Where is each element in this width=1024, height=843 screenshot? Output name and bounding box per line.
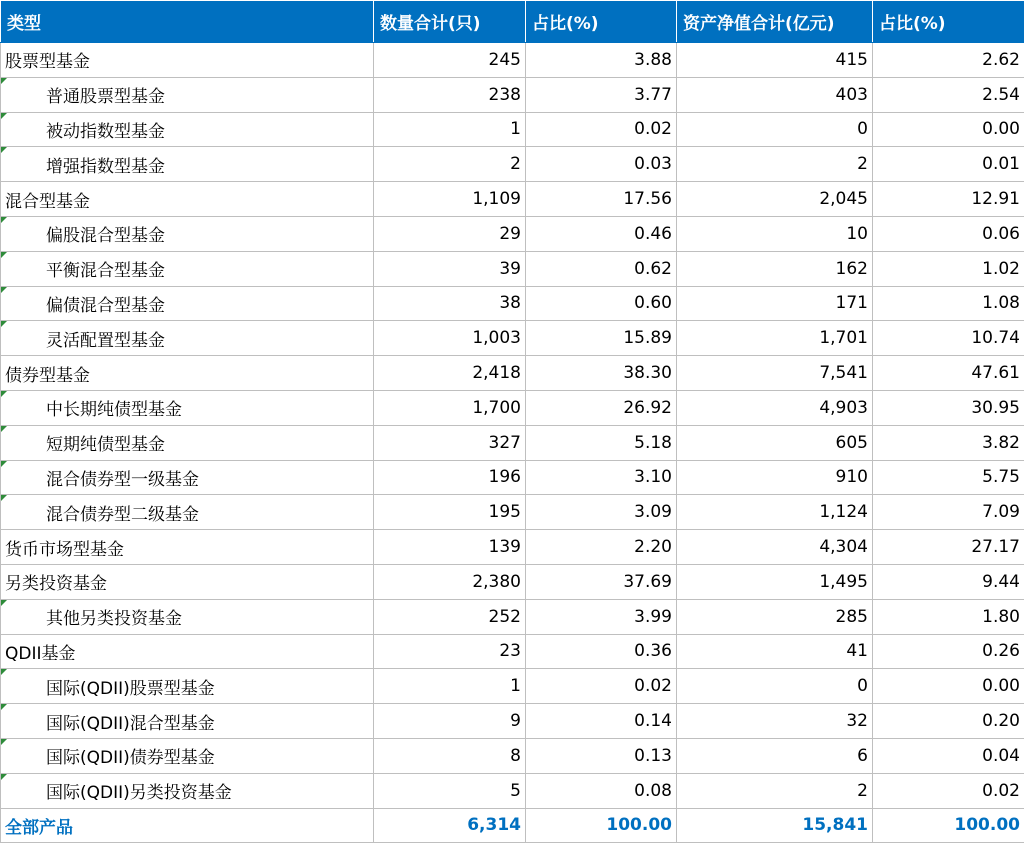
row-name[interactable]: 货币市场型基金 [1, 530, 374, 565]
row-name-cell[interactable] [1, 216, 374, 251]
row-count[interactable]: 139 [374, 530, 526, 565]
table-row [1, 460, 1024, 495]
table-row [1, 77, 1024, 112]
row-nav[interactable]: 605 [677, 425, 873, 460]
total-count[interactable]: 6,314 [374, 808, 526, 842]
comment-marker-icon [1, 78, 7, 84]
row-name: 国际(QDII)另类投资基金 [46, 783, 232, 803]
row-nav-pct[interactable]: 0.06 [873, 216, 1024, 251]
row-count-pct[interactable]: 3.77 [526, 77, 677, 112]
table-row [1, 112, 1024, 147]
row-nav-pct[interactable]: 0.00 [873, 669, 1024, 704]
row-count-pct[interactable]: 3.10 [526, 460, 677, 495]
row-nav-pct[interactable]: 0.04 [873, 738, 1024, 773]
table-row [1, 773, 1024, 808]
row-nav-pct[interactable]: 5.75 [873, 460, 1024, 495]
row-name-cell[interactable] [1, 77, 374, 112]
row-count[interactable]: 245 [374, 43, 526, 78]
row-nav[interactable]: 1,124 [677, 495, 873, 530]
row-count[interactable]: 8 [374, 738, 526, 773]
row-nav[interactable]: 910 [677, 460, 873, 495]
row-count-pct[interactable]: 0.02 [526, 669, 677, 704]
table-row [1, 425, 1024, 460]
row-count-pct[interactable]: 38.30 [526, 356, 677, 391]
row-nav[interactable]: 162 [677, 251, 873, 286]
row-nav-pct[interactable]: 27.17 [873, 530, 1024, 565]
row-nav[interactable]: 171 [677, 286, 873, 321]
row-name: 混合债券型二级基金 [46, 505, 199, 525]
row-nav[interactable]: 10 [677, 216, 873, 251]
table-row [1, 390, 1024, 425]
table-row [1, 669, 1024, 704]
comment-marker-icon [1, 774, 7, 780]
row-name: 短期纯债型基金 [46, 435, 165, 455]
row-nav-pct[interactable]: 7.09 [873, 495, 1024, 530]
total-name[interactable]: 全部产品 [1, 808, 374, 842]
row-count-pct[interactable]: 3.99 [526, 599, 677, 634]
row-name: 普通股票型基金 [46, 87, 165, 107]
row-nav-pct[interactable]: 0.00 [873, 112, 1024, 147]
row-count-pct[interactable]: 3.88 [526, 43, 677, 78]
row-count[interactable]: 9 [374, 704, 526, 739]
row-count-pct[interactable]: 2.20 [526, 530, 677, 565]
row-count-pct[interactable]: 0.62 [526, 251, 677, 286]
table-row [1, 321, 1024, 356]
table-row [1, 251, 1024, 286]
row-name-cell[interactable] [1, 773, 374, 808]
row-nav-pct[interactable]: 1.08 [873, 286, 1024, 321]
comment-marker-icon [1, 495, 7, 501]
row-nav-pct[interactable]: 47.61 [873, 356, 1024, 391]
table-row [1, 43, 1024, 78]
comment-marker-icon [1, 147, 7, 153]
row-nav[interactable]: 403 [677, 77, 873, 112]
row-count-pct[interactable]: 0.02 [526, 112, 677, 147]
row-count[interactable]: 196 [374, 460, 526, 495]
row-nav-pct[interactable]: 1.80 [873, 599, 1024, 634]
row-nav-pct[interactable]: 0.02 [873, 773, 1024, 808]
row-nav-pct[interactable]: 2.54 [873, 77, 1024, 112]
row-nav[interactable]: 285 [677, 599, 873, 634]
row-name-cell[interactable] [1, 738, 374, 773]
table-row [1, 738, 1024, 773]
row-nav[interactable]: 4,304 [677, 530, 873, 565]
col-header-count-pct[interactable]: 占比(%) [526, 1, 677, 43]
row-count[interactable]: 38 [374, 286, 526, 321]
total-nav[interactable]: 15,841 [677, 808, 873, 842]
row-name-cell[interactable] [1, 112, 374, 147]
row-nav-pct[interactable]: 0.26 [873, 634, 1024, 669]
row-name: 混合债券型一级基金 [46, 470, 199, 490]
row-nav-pct[interactable]: 9.44 [873, 564, 1024, 599]
row-nav[interactable]: 415 [677, 43, 873, 78]
row-name[interactable]: QDII基金 [1, 634, 374, 669]
row-count[interactable]: 2 [374, 147, 526, 182]
col-header-count[interactable]: 数量合计(只) [374, 1, 526, 43]
table-row [1, 495, 1024, 530]
row-nav[interactable]: 2 [677, 147, 873, 182]
row-count-pct[interactable]: 0.13 [526, 738, 677, 773]
row-count[interactable]: 1 [374, 669, 526, 704]
row-nav[interactable]: 41 [677, 634, 873, 669]
row-count-pct[interactable]: 17.56 [526, 182, 677, 217]
total-row [1, 808, 1024, 842]
row-name: 灵活配置型基金 [46, 331, 165, 351]
row-nav-pct[interactable]: 2.62 [873, 43, 1024, 78]
row-name-cell[interactable] [1, 251, 374, 286]
table-row [1, 356, 1024, 391]
table-row [1, 704, 1024, 739]
row-name-cell[interactable] [1, 669, 374, 704]
row-name: 偏债混合型基金 [46, 296, 165, 316]
comment-marker-icon [1, 287, 7, 293]
row-nav-pct[interactable]: 12.91 [873, 182, 1024, 217]
row-count-pct[interactable]: 0.46 [526, 216, 677, 251]
comment-marker-icon [1, 669, 7, 675]
comment-marker-icon [1, 391, 7, 397]
row-count-pct[interactable]: 3.09 [526, 495, 677, 530]
row-count-pct[interactable]: 0.60 [526, 286, 677, 321]
comment-marker-icon [1, 739, 7, 745]
row-name: 偏股混合型基金 [46, 226, 165, 246]
comment-marker-icon [1, 217, 7, 223]
row-name: 国际(QDII)混合型基金 [46, 714, 215, 734]
row-count-pct[interactable]: 0.03 [526, 147, 677, 182]
row-name-cell[interactable] [1, 495, 374, 530]
row-name-cell[interactable] [1, 147, 374, 182]
row-name: 中长期纯债型基金 [46, 400, 182, 420]
table-row [1, 634, 1024, 669]
table-row [1, 286, 1024, 321]
row-nav-pct[interactable]: 30.95 [873, 390, 1024, 425]
row-name-cell[interactable] [1, 321, 374, 356]
row-count[interactable]: 195 [374, 495, 526, 530]
row-count-pct[interactable]: 0.14 [526, 704, 677, 739]
comment-marker-icon [1, 704, 7, 710]
col-header-nav[interactable]: 资产净值合计(亿元) [677, 1, 873, 43]
row-nav-pct[interactable]: 0.01 [873, 147, 1024, 182]
row-name-cell[interactable] [1, 286, 374, 321]
row-name-cell[interactable] [1, 425, 374, 460]
comment-marker-icon [1, 113, 7, 119]
row-name-cell[interactable] [1, 390, 374, 425]
row-count[interactable]: 2,380 [374, 564, 526, 599]
row-nav[interactable]: 32 [677, 704, 873, 739]
row-nav[interactable]: 1,495 [677, 564, 873, 599]
comment-marker-icon [1, 321, 7, 327]
row-name: 平衡混合型基金 [46, 261, 165, 281]
table-row [1, 530, 1024, 565]
row-name: 被动指数型基金 [46, 122, 165, 142]
comment-marker-icon [1, 252, 7, 258]
row-count-pct[interactable]: 0.36 [526, 634, 677, 669]
table-row [1, 564, 1024, 599]
row-nav[interactable]: 0 [677, 669, 873, 704]
row-count[interactable]: 238 [374, 77, 526, 112]
row-count-pct[interactable]: 0.08 [526, 773, 677, 808]
row-name[interactable]: 股票型基金 [1, 43, 374, 78]
table-row [1, 216, 1024, 251]
row-name-cell[interactable] [1, 704, 374, 739]
row-count[interactable]: 1,109 [374, 182, 526, 217]
row-count[interactable]: 1,700 [374, 390, 526, 425]
row-count[interactable]: 1 [374, 112, 526, 147]
row-nav-pct[interactable]: 1.02 [873, 251, 1024, 286]
row-nav-pct[interactable]: 0.20 [873, 704, 1024, 739]
header-row [1, 1, 1024, 43]
row-nav-pct[interactable]: 3.82 [873, 425, 1024, 460]
row-nav[interactable]: 6 [677, 738, 873, 773]
total-count-pct[interactable]: 100.00 [526, 808, 677, 842]
row-nav[interactable]: 2 [677, 773, 873, 808]
row-count[interactable]: 252 [374, 599, 526, 634]
row-count[interactable]: 39 [374, 251, 526, 286]
comment-marker-icon [1, 600, 7, 606]
row-name[interactable]: 混合型基金 [1, 182, 374, 217]
row-name-cell[interactable] [1, 460, 374, 495]
row-count[interactable]: 23 [374, 634, 526, 669]
row-count-pct[interactable]: 26.92 [526, 390, 677, 425]
col-header-nav-pct[interactable]: 占比(%) [873, 1, 1024, 43]
row-nav-pct[interactable]: 10.74 [873, 321, 1024, 356]
row-name-cell[interactable] [1, 599, 374, 634]
row-name: 其他另类投资基金 [46, 609, 182, 629]
row-nav[interactable]: 0 [677, 112, 873, 147]
row-count-pct[interactable]: 37.69 [526, 564, 677, 599]
row-count-pct[interactable]: 15.89 [526, 321, 677, 356]
comment-marker-icon [1, 461, 7, 467]
table-row [1, 182, 1024, 217]
comment-marker-icon [1, 426, 7, 432]
row-count[interactable]: 327 [374, 425, 526, 460]
row-nav[interactable]: 4,903 [677, 390, 873, 425]
table-row [1, 147, 1024, 182]
col-header-type[interactable]: 类型 [1, 1, 374, 43]
row-count-pct[interactable]: 5.18 [526, 425, 677, 460]
row-name: 国际(QDII)股票型基金 [46, 679, 215, 699]
table-row [1, 599, 1024, 634]
row-name: 增强指数型基金 [46, 157, 165, 177]
row-nav[interactable]: 7,541 [677, 356, 873, 391]
row-name: 国际(QDII)债券型基金 [46, 748, 215, 768]
row-nav[interactable]: 2,045 [677, 182, 873, 217]
row-name[interactable]: 债券型基金 [1, 356, 374, 391]
row-name[interactable]: 另类投资基金 [1, 564, 374, 599]
row-count[interactable]: 1,003 [374, 321, 526, 356]
row-count[interactable]: 2,418 [374, 356, 526, 391]
row-nav[interactable]: 1,701 [677, 321, 873, 356]
total-nav-pct[interactable]: 100.00 [873, 808, 1024, 842]
row-count[interactable]: 5 [374, 773, 526, 808]
row-count[interactable]: 29 [374, 216, 526, 251]
